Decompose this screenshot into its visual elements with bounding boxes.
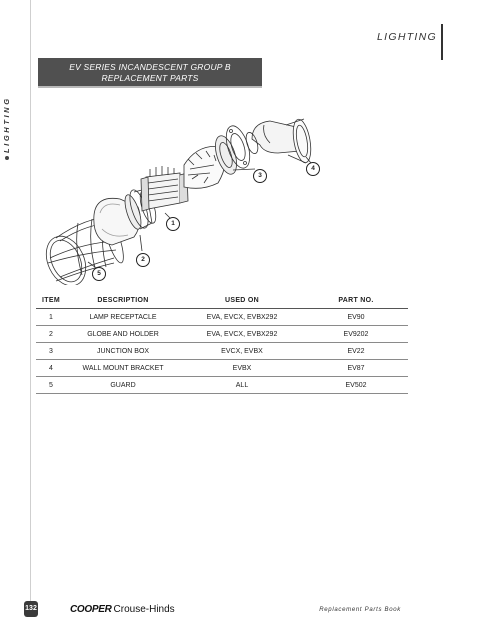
leader-line-2	[140, 235, 142, 251]
page-number-badge: 132	[24, 601, 38, 617]
table-row	[36, 360, 408, 377]
parts-table	[36, 292, 408, 394]
table-header-row	[36, 292, 408, 309]
wall-bracket-illustration	[244, 118, 314, 164]
callout-4: 4	[306, 162, 320, 176]
cell-description: JUNCTION BOX	[66, 343, 180, 360]
cell-part-no: EV9202	[304, 326, 408, 343]
title-line-2: REPLACEMENT PARTS	[101, 73, 199, 83]
callout-2: 2	[136, 253, 150, 267]
exploded-view-svg	[38, 95, 338, 285]
junction-box-illustration	[184, 123, 254, 188]
cell-used-on: EVCX, EVBX	[180, 343, 304, 360]
cell-item: 2	[36, 326, 66, 343]
callout-1: 1	[166, 217, 180, 231]
section-divider	[441, 24, 443, 60]
header-part-no: PART NO.	[304, 292, 408, 309]
bullet-icon	[5, 156, 9, 160]
table-row	[36, 343, 408, 360]
left-margin-rule	[30, 0, 31, 601]
header-used-on: USED ON	[180, 292, 304, 309]
cell-description: LAMP RECEPTACLE	[66, 309, 180, 326]
cell-part-no: EV22	[304, 343, 408, 360]
header-description: DESCRIPTION	[66, 292, 180, 309]
cell-used-on: EVA, EVCX, EVBX292	[180, 326, 304, 343]
cell-used-on: EVA, EVCX, EVBX292	[180, 309, 304, 326]
cell-part-no: EV502	[304, 377, 408, 394]
title-accent-rule	[38, 86, 262, 88]
brand-secondary: Crouse-Hinds	[113, 604, 175, 615]
cell-description: GUARD	[66, 377, 180, 394]
cell-item: 4	[36, 360, 66, 377]
cell-item: 1	[36, 309, 66, 326]
title-line-1: EV SERIES INCANDESCENT GROUP B	[69, 62, 231, 72]
title-banner	[38, 58, 262, 88]
cell-item: 5	[36, 377, 66, 394]
table-row	[36, 326, 408, 343]
header-item: ITEM	[36, 292, 66, 309]
book-label: Replacement Parts Book	[319, 607, 401, 613]
exploded-parts-drawing	[38, 95, 338, 285]
lamp-receptacle-illustration	[141, 166, 188, 211]
side-section-label	[2, 80, 14, 160]
callout-3: 3	[253, 169, 267, 183]
cell-used-on: EVBX	[180, 360, 304, 377]
cell-description: GLOBE AND HOLDER	[66, 326, 180, 343]
cell-description: WALL MOUNT BRACKET	[66, 360, 180, 377]
table-row	[36, 377, 408, 394]
section-label: LIGHTING	[377, 31, 437, 43]
table-row	[36, 309, 408, 326]
side-label-text: LIGHTING	[2, 96, 11, 153]
callout-5: 5	[92, 267, 106, 281]
cell-item: 3	[36, 343, 66, 360]
cell-used-on: ALL	[180, 377, 304, 394]
cell-part-no: EV90	[304, 309, 408, 326]
brand-logo	[70, 604, 175, 615]
brand-primary: COOPER	[70, 604, 112, 615]
cell-part-no: EV87	[304, 360, 408, 377]
